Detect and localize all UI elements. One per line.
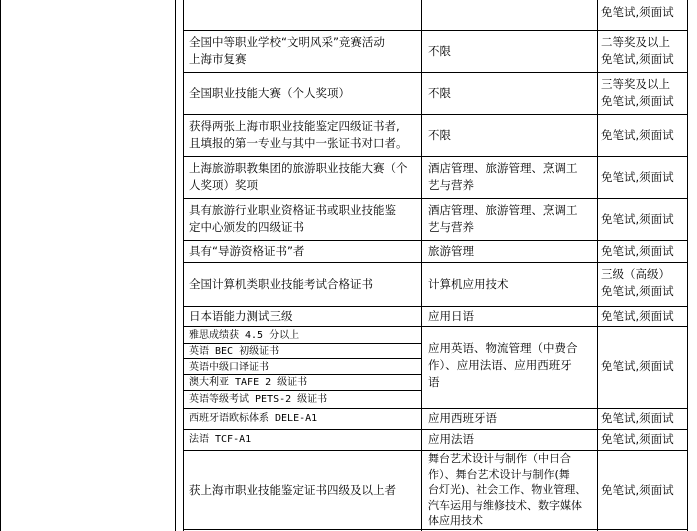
table-cell-result: 三级（高级） 免笔试,须面试 <box>601 267 674 298</box>
table-cell-major: 应用西班牙语 <box>428 411 497 425</box>
table-cell-award: 上海旅游职教集团的旅游职业技能大赛（个 人奖项）奖项 <box>189 161 408 192</box>
table-cell-result: 三等奖及以上 免笔试,须面试 <box>601 77 674 108</box>
table-cell-major: 应用法语 <box>428 432 474 446</box>
table-cell-award: 西班牙语欧标体系 DELE-A1 <box>189 413 318 424</box>
table-cell-result: 免笔试,须面试 <box>601 432 674 446</box>
table-cell-major: 旅游管理 <box>428 244 474 258</box>
table-cell-award: 英语中级口译证书 <box>189 362 269 373</box>
table-cell-result: 免笔试,须面试 <box>601 359 674 373</box>
table-cell-result: 免笔试,须面试 <box>601 244 674 258</box>
table-cell-award: 获得两张上海市职业技能鉴定四级证书者, 且填报的第一专业与其中一张证书对口者。 <box>189 119 408 150</box>
table-cell-award: 全国职业技能大赛（个人奖项） <box>189 86 350 100</box>
table-cell-major: 不限 <box>428 44 451 58</box>
table-cell-award: 具有旅游行业职业资格证书或职业技能鉴 定中心颁发的四级证书 <box>189 203 396 234</box>
table-cell-result: 免笔试,须面试 <box>601 483 674 497</box>
table-cell-award: 全国中等职业学校“文明风采”竞赛活动 上海市复赛 <box>189 35 385 66</box>
table-cell-award: 英语 BEC 初级证书 <box>189 346 280 357</box>
table-cell-result: 免笔试,须面试 <box>601 5 674 19</box>
table-cell-result: 二等奖及以上 免笔试,须面试 <box>601 35 674 66</box>
table-cell-major: 不限 <box>428 86 451 100</box>
table-cell-major: 不限 <box>428 128 451 142</box>
table-cell-award: 具有“导游资格证书”者 <box>189 244 305 258</box>
table-cell-award: 英语等级考试 PETS-2 级证书 <box>189 394 328 405</box>
table-cell-major: 应用英语、物流管理（中费合 作）、应用法语、应用西班牙 语 <box>428 341 578 389</box>
table-cell-major: 应用日语 <box>428 309 474 323</box>
table-cell-result: 免笔试,须面试 <box>601 212 674 226</box>
table-cell-award: 澳大利亚 TAFE 2 级证书 <box>189 377 308 388</box>
table-cell-major: 舞台艺术设计与制作（中日合 作）、舞台艺术设计与制作(舞 台灯光)、社会工作、物业管理、 汽车运用与维修技术、数字媒体 体应用技术 <box>428 452 587 527</box>
table-cell-major: 酒店管理、旅游管理、烹调工 艺与营养 <box>428 161 578 192</box>
table-cell-award: 全国计算机类职业技能考试合格证书 <box>189 277 373 291</box>
table-cell-award: 获上海市职业技能鉴定证书四级及以上者 <box>189 483 396 497</box>
table-cell-result: 免笔试,须面试 <box>601 309 674 323</box>
table-cell-major: 酒店管理、旅游管理、烹调工 艺与营养 <box>428 203 578 234</box>
table-cell-result: 免笔试,须面试 <box>601 170 674 184</box>
table-cell-result: 免笔试,须面试 <box>601 411 674 425</box>
table-cell-award: 日本语能力测试三级 <box>189 309 293 323</box>
table-cell-award: 雅思成绩获 4.5 分以上 <box>189 330 300 341</box>
table-cell-result: 免笔试,须面试 <box>601 128 674 142</box>
table-cell-major: 计算机应用技术 <box>428 277 509 291</box>
table-cell-award: 法语 TCF-A1 <box>189 434 252 445</box>
